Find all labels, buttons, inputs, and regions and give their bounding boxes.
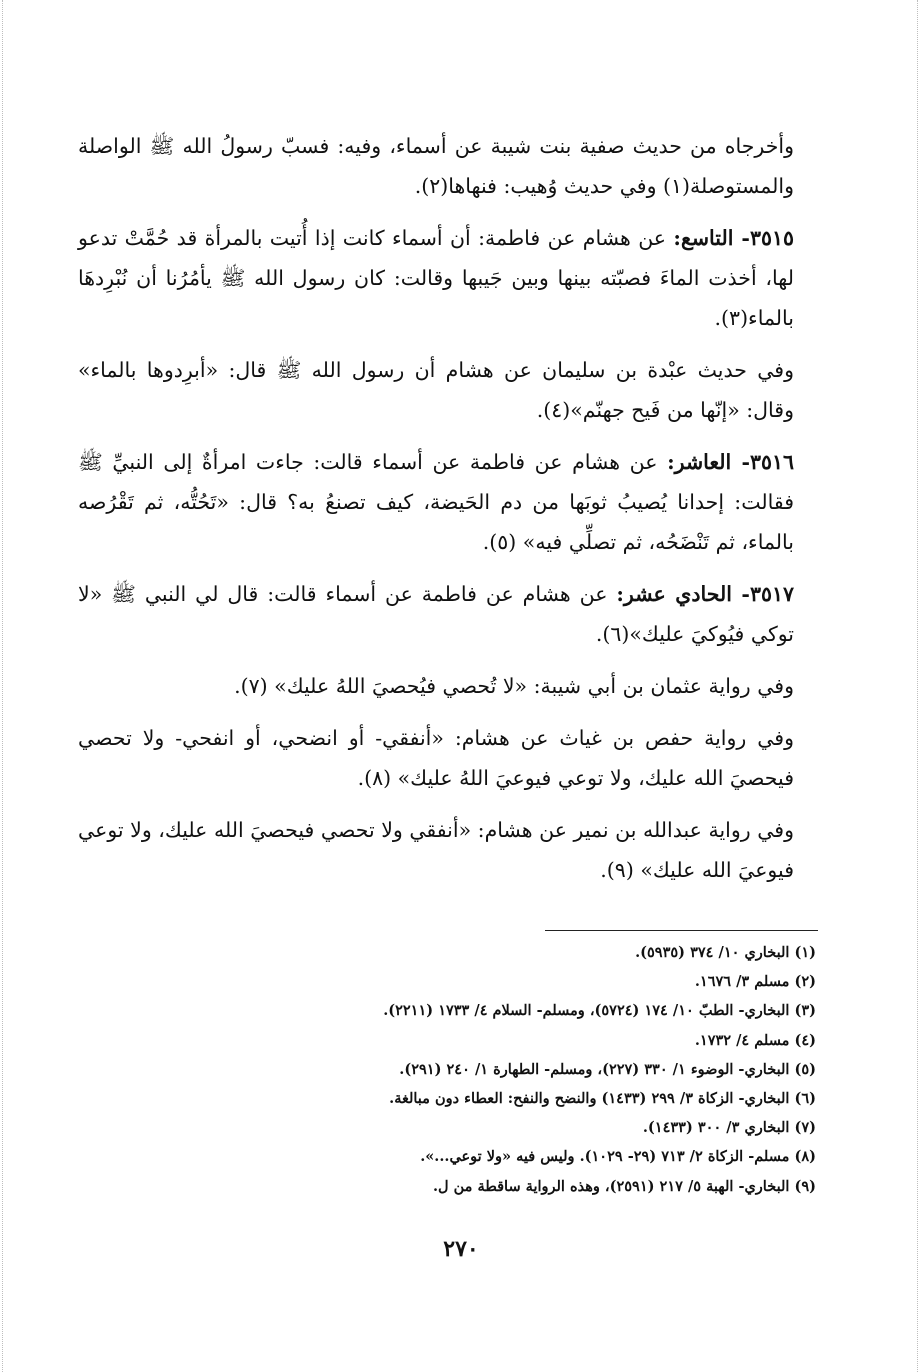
page-number: ٢٧٠ [443, 1236, 479, 1262]
left-edge-dots [2, 0, 4, 1372]
footnote: (٢) مسلم ٣/ ١٦٧٦. [694, 973, 816, 991]
paragraph-text: وفي رواية عبدالله بن نمير عن هشام: «أنفقي ولا تحصي فيحصيَ الله عليك، ولا توعي فيوعيَ الله عليك» (٩). [78, 818, 794, 882]
footnote: (٩) البخاري- الهبة ٥/ ٢١٧ (٢٥٩١)، وهذه الرواية ساقطة من ل. [432, 1177, 816, 1195]
paragraph-text: وفي حديث عبْدة بن سليمان عن هشام أن رسول الله ﷺ قال: «أبرِدوها بالماء» وقال: «إنّها من فَيح جهنّم»(٤). [78, 358, 794, 422]
paragraph [78, 718, 818, 798]
hadith-3516 [78, 442, 818, 562]
paragraph-text: وفي رواية عثمان بن أبي شيبة: «لا تُحصي فيُحصيَ اللهُ عليك» (٧). [234, 674, 794, 698]
footnote: (٨) مسلم- الزكاة ٢/ ٧١٣ (٢٩- ١٠٢٩). وليس فيه «ولا توعي...». [420, 1148, 816, 1166]
paragraph [78, 666, 818, 706]
right-edge-dots [917, 0, 919, 1372]
paragraph-heading: العاشر: [667, 450, 732, 474]
hadith-3515 [78, 218, 818, 338]
paragraph-text: عن هشام عن فاطمة عن أسماء قالت: جاءت امرأةٌ إلى النبيِّ ﷺ فقالت: إحدانا يُصيبُ ثوبَها من دم الحَيضة، كيف تصنعُ به؟ قال: «تَحُتُّه، ثم تَقْرُصه بالماء، ثم تَنْضَحُه، ثم تصلِّي فيه» (٥). [78, 450, 794, 554]
hadith-3517 [78, 574, 818, 654]
footnote: (٣) البخاري- الطبّ ١٠/ ١٧٤ (٥٧٢٤)، ومسلم- السلام ٤/ ١٧٣٣ (٢٢١١). [383, 1002, 816, 1020]
paragraph-heading: التاسع: [673, 226, 734, 250]
footnote: (١) البخاري ١٠/ ٣٧٤ (٥٩٣٥). [635, 944, 816, 961]
main-text [78, 126, 818, 902]
hadith-number: ٣٥١٥- [733, 226, 794, 250]
paragraph [78, 126, 818, 206]
paragraph [78, 810, 818, 890]
footnote: (٤) مسلم ٤/ ١٧٣٢. [694, 1031, 816, 1049]
hadith-number: ٣٥١٦- [731, 450, 795, 474]
footnote: (٧) البخاري ٣/ ٣٠٠ (١٤٣٣). [642, 1119, 816, 1137]
hadith-number: ٣٥١٧- [731, 582, 794, 606]
footnote-separator [545, 930, 818, 931]
paragraph [78, 350, 818, 430]
paragraph-text: وأخرجاه من حديث صفية بنت شيبة عن أسماء، وفيه: فسبّ رسولُ الله ﷺ الواصلة والمستوصلة(١) وفي حديث وُهيب: فنهاها(٢). [78, 134, 794, 198]
paragraph-heading: الحادي عشر: [616, 582, 732, 606]
paragraph-text: عن هشام عن فاطمة: أن أسماء كانت إذا أُتيت بالمرأة قد حُمَّتْ تدعو لها، أخذت الماءَ فصبّته بينها وبين جَيبها وقالت: كان رسول الله ﷺ يأمُرُنا أن نُبْرِدهَا بالماء(٣). [78, 226, 794, 330]
footnote: (٦) البخاري- الزكاة ٣/ ٢٩٩ (١٤٣٣) والنضح والنفح: العطاء دون مبالغة. [389, 1090, 816, 1108]
footnotes [78, 938, 818, 1201]
paragraph-text: عن هشام عن فاطمة عن أسماء قالت: قال لي النبي ﷺ «لا توكي فيُوكيَ عليك»(٦). [78, 582, 794, 646]
footnote: (٥) البخاري- الوضوء ١/ ٣٣٠ (٢٢٧)، ومسلم- الطهارة ١/ ٢٤٠ (٢٩١). [399, 1060, 816, 1078]
paragraph-text: وفي رواية حفص بن غياث عن هشام: «أنفقي- أو انضحي، أو انفحي- ولا تحصي فيحصيَ الله عليك، ولا توعي فيوعيَ اللهُ عليك» (٨). [78, 726, 794, 790]
